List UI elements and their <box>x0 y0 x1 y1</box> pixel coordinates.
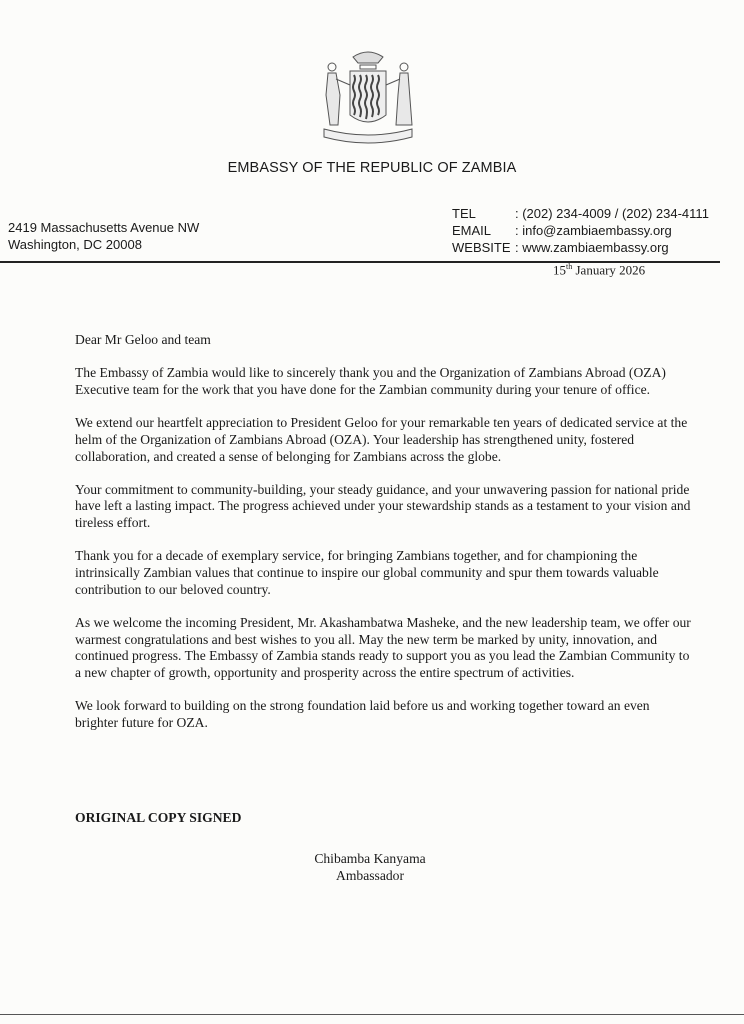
embassy-title: EMBASSY OF THE REPUBLIC OF ZAMBIA <box>227 160 517 176</box>
contact-value: : (202) 234-4009 / (202) 234-4111 <box>515 206 709 221</box>
contact-block <box>452 205 709 256</box>
letter-body <box>75 332 695 748</box>
letter-date <box>553 262 645 278</box>
date-day: 15 <box>553 262 566 278</box>
signature-block <box>300 850 440 884</box>
signatory-title: Ambassador <box>336 868 404 883</box>
date-rest: January 2026 <box>572 262 646 278</box>
contact-label: EMAIL <box>452 223 492 238</box>
contact-website <box>452 239 709 256</box>
original-copy-signed: ORIGINAL COPY SIGNED <box>75 810 242 825</box>
address-line: 2419 Massachusetts Avenue NW <box>8 220 200 235</box>
page-bottom-edge <box>0 1014 744 1015</box>
contact-label: TEL <box>452 206 476 221</box>
embassy-address <box>8 219 199 253</box>
address-line: Washington, DC 20008 <box>8 237 142 252</box>
contact-tel <box>452 205 709 222</box>
paragraph: We extend our heartfelt appreciation to President Geloo for your remarkable ten years of dedicated service at the helm of the Organization of Zambians Abroad (OZA). Your leadership has strengthened unity, fostered collaboration, and created a sense of belonging for Zambians across the globe. <box>75 415 688 464</box>
paragraph: As we welcome the incoming President, Mr. Akashambatwa Masheke, and the new leadership team, we offer our warmest congratulations and best wishes to you all. May the new term be marked by unity, innovation, and continued progress. The Embassy of Zambia stands ready to support you as you lead the Zambian Community to a new chapter of growth, opportunity and prosperity across the entire spectrum of activities. <box>75 614 691 681</box>
contact-label: WEBSITE <box>452 240 511 255</box>
contact-value: : www.zambiaembassy.org <box>515 240 669 255</box>
salutation: Dear Mr Geloo and team <box>75 332 211 347</box>
contact-value: : info@zambiaembassy.org <box>515 223 672 238</box>
paragraph: The Embassy of Zambia would like to sincerely thank you and the Organization of Zambians Abroad (OZA) Executive team for the work that you have done for the Zambian community during your tenure of office. <box>75 365 666 397</box>
signatory-name: Chibamba Kanyama <box>314 851 426 866</box>
paragraph: Your commitment to community-building, your steady guidance, and your unwavering passion for national pride have left a lasting impact. The progress achieved under your stewardship stands as a testament to your vision and tireless effort. <box>75 481 691 531</box>
coat-of-arms-emblem <box>318 45 418 150</box>
paragraph: We look forward to building on the strong foundation laid before us and working together toward an even brighter future for OZA. <box>75 698 650 730</box>
paragraph: Thank you for a decade of exemplary service, for bringing Zambians together, and for championing the intrinsically Zambian values that continue to inspire our global community and spur them towards valuable contribution to our beloved country. <box>75 548 659 597</box>
contact-email <box>452 222 709 239</box>
date-suffix: th <box>566 262 573 271</box>
